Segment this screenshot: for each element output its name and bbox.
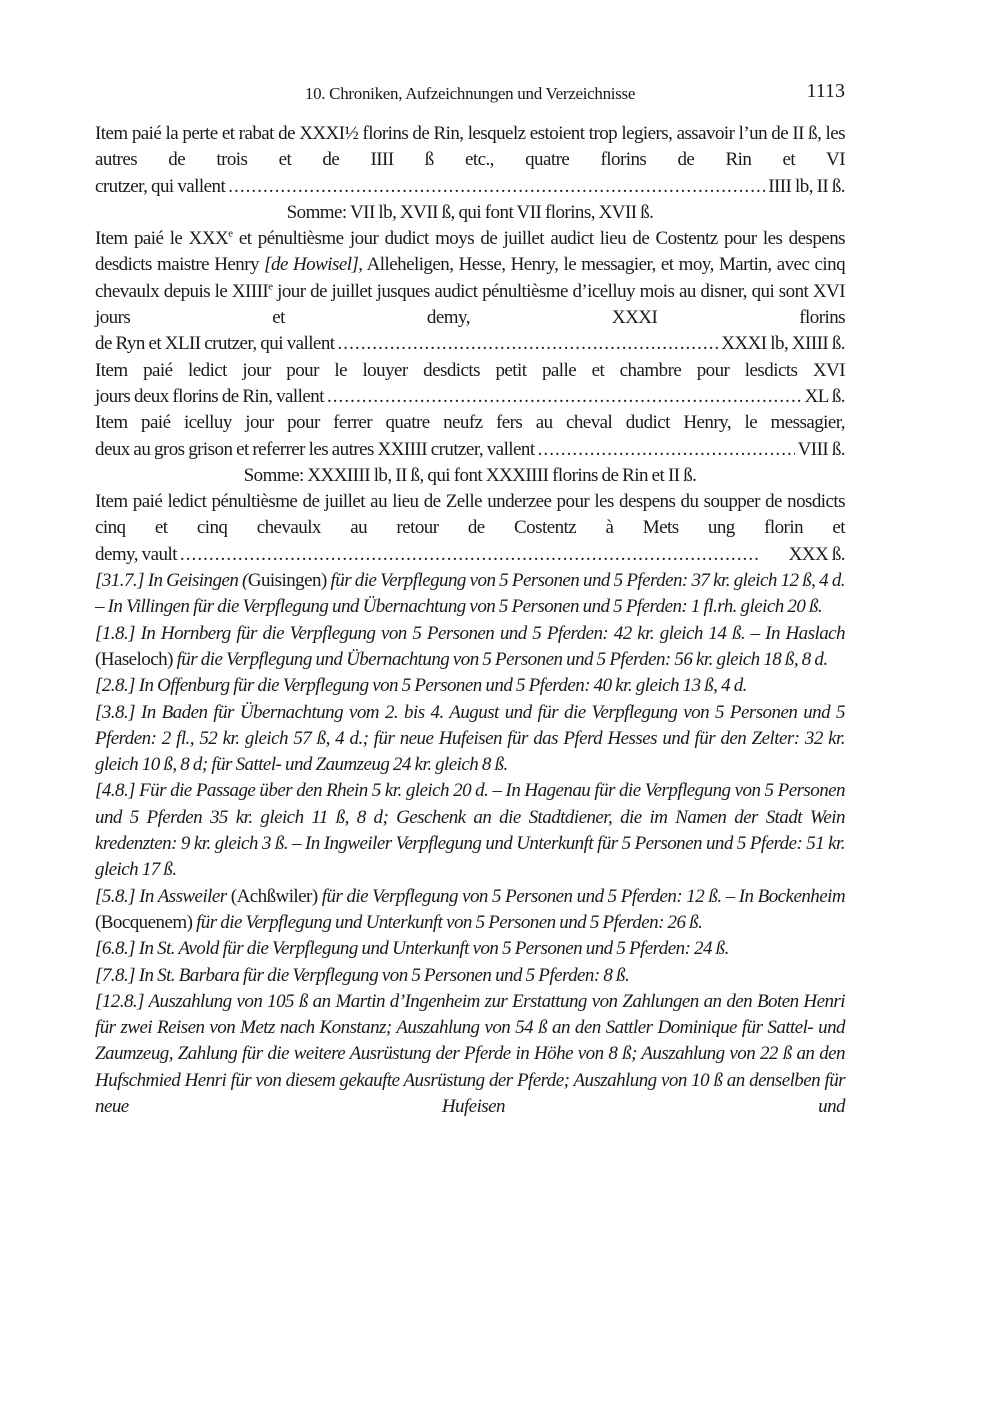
text-segment: [3.8.] In Baden für Übernachtung vom 2. bis 4. August und für die Verpflegung von 5 Personen und 5 Pferden: 2 fl., 52 kr. gleich 57 ß, 4 d.; für neue Hufeisen für das Pferd Hesses und für den Zelter: 32 kr. gleich 10 ß, 8 d; für Sattel- und Zaumzeug 24 kr. gleich 8 ß. xyxy=(95,701,845,776)
entry xyxy=(95,989,845,1120)
text-segment: (Achßwiler) xyxy=(230,885,322,907)
entry xyxy=(95,410,845,463)
text-segment: (Bocquenem) xyxy=(95,911,197,933)
entry xyxy=(95,673,845,699)
text-segment: für die Verpflegung von 5 Personen und 5 Pferden: 12 ß. – In Bockenheim xyxy=(321,885,846,907)
page-number: 1113 xyxy=(806,80,845,102)
entry-text xyxy=(95,121,845,174)
sum-line xyxy=(95,200,845,226)
text-segment: Item paié ledict jour pour le louyer desdicts petit palle et chambre pour lesdicts XVI xyxy=(95,359,845,381)
text-segment: [4.8.] Für die Passage über den Rhein 5 kr. gleich 20 d. – In Hagenau für die Verpflegung von 5 Personen und 5 Pferden 35 kr. gleich 11 ß, 8 d; Geschenk an die Stadtdiener, die im Namen der Stadt Wein kredenzten: 9 kr. gleich 3 ß. – In Ingweiler Verpflegung und Unterkunft für 5 Personen und 5 Pferde: 51 kr. gleich 17 ß. xyxy=(95,780,845,881)
text-segment: [de Howisel] xyxy=(264,254,359,276)
entry xyxy=(95,936,845,962)
leader-text: demy, vault xyxy=(95,543,177,565)
entry xyxy=(95,884,845,937)
entry-text xyxy=(95,226,845,331)
entry-text xyxy=(95,936,845,962)
text-segment: Item paié le XXX xyxy=(95,228,229,250)
entry-text xyxy=(95,700,845,779)
entry-text xyxy=(95,989,845,1120)
superscript: e xyxy=(268,280,273,293)
text-segment: , Alleheligen, Hesse, Henry, le messagier, et moy, Martin, avec cinq chevaulx depuis le XIIII xyxy=(95,254,846,302)
text-segment: für die Verpflegung und Übernachtung von 5 Personen und 5 Pferden: 56 kr. gleich 18 ß, 8 d. xyxy=(176,648,828,670)
text-segment: [5.8.] In Assweiler xyxy=(95,885,231,907)
leader-line xyxy=(95,331,845,357)
entry-text xyxy=(95,489,845,542)
entry-text xyxy=(95,358,845,384)
text-segment: Item paié icelluy jour pour ferrer quatre neufz fers au cheval dudict Henry, le messagier, xyxy=(95,412,845,434)
running-header xyxy=(95,80,845,106)
entry-text xyxy=(95,410,845,436)
text-segment: [2.8.] In Offenburg für die Verpflegung von 5 Personen und 5 Pferden: 40 kr. gleich 13 ß, 4 d. xyxy=(95,675,747,697)
entry xyxy=(95,121,845,200)
entry-text xyxy=(95,778,845,883)
sum-line xyxy=(95,463,845,489)
text-segment: Item paié ledict pénultièsme de juillet au lieu de Zelle underzee pour les despens du soupper de nosdicts cinq et cinq chevaulx au retour de Costentz à Mets ung florin et xyxy=(95,491,845,539)
dot-leader xyxy=(327,384,802,410)
entry xyxy=(95,963,845,989)
text-segment: [6.8.] In St. Avold für die Verpflegung und Unterkunft von 5 Personen und 5 Pferden: 24 ß. xyxy=(95,938,729,960)
text-segment: et pénultièsme jour dudict moys de juillet audict lieu de Costentz pour les despens desdicts maistre Henry xyxy=(95,228,845,276)
entry-text xyxy=(95,884,845,937)
leader-line xyxy=(95,174,845,200)
amount: XXXI lb, XIIII ß. xyxy=(721,333,845,355)
leader-line xyxy=(95,384,845,410)
text-segment: [1.8.] In Hornberg für die Verpflegung von 5 Personen und 5 Pferden: 42 kr. gleich 14 ß. – In Haslach xyxy=(95,622,845,644)
entry xyxy=(95,621,845,674)
amount: XXX ß. xyxy=(788,543,845,565)
amount: VIII ß. xyxy=(797,438,845,460)
text-segment: für die Verpflegung und Unterkunft von 5 Personen und 5 Pferden: 26 ß. xyxy=(196,911,703,933)
page-body xyxy=(95,121,845,1120)
leader-text: crutzer, qui vallent xyxy=(95,175,226,197)
text-segment: Somme: VII lb, XVII ß, qui font VII florins, XVII ß. xyxy=(286,201,654,223)
entry xyxy=(95,778,845,883)
entry-text xyxy=(95,673,845,699)
running-title: 10. Chroniken, Aufzeichnungen und Verzeichnisse xyxy=(304,84,636,103)
text-segment: jour de juillet jusques audict pénultièsme d’icelluy mois au disner, qui sont XVI jours et demy, XXXI florins xyxy=(95,280,845,329)
text-segment: (Haseloch) xyxy=(95,648,177,670)
entry-text xyxy=(95,963,845,989)
leader-text: deux au gros grison et referrer les autres XXIIII crutzer, vallent xyxy=(95,438,535,460)
leader-text: jours deux florins de Rin, vallent xyxy=(95,385,324,407)
entry-text xyxy=(95,621,845,674)
entry-text xyxy=(95,568,845,621)
entry xyxy=(95,700,845,779)
leader-text: de Ryn et XLII crutzer, qui vallent xyxy=(95,333,335,355)
text-segment: [31.7.] In Geisingen ( xyxy=(95,570,248,592)
entry xyxy=(95,489,845,568)
text-segment: [7.8.] In St. Barbara für die Verpflegung von 5 Personen und 5 Pferden: 8 ß. xyxy=(95,964,630,986)
entry xyxy=(95,568,845,621)
dot-leader xyxy=(228,174,765,200)
text-segment: Item paié la perte et rabat de XXXI½ florins de Rin, lesquelz estoient trop legiers, assavoir l’un de II ß, les autres de trois et de IIII ß etc., quatre florins de Rin et VI xyxy=(95,123,845,171)
superscript: e xyxy=(228,227,233,240)
entry xyxy=(95,358,845,411)
leader-line xyxy=(95,437,845,463)
text-segment: [12.8.] Auszahlung von 105 ß an Martin d’Ingenheim zur Erstattung von Zahlungen an den Boten Henri für zwei Reisen von Metz nach Konstanz; Auszahlung von 54 ß an den Sattler Dominique für Sattel- und Zaumzeug, Zahlung für die weitere Ausrüstung der Pferde in Höhe von 8 ß; Auszahlung von 22 ß an den Hufschmied Henri für von diesem gekaufte Ausrüstung der Pferde; Auszahlung von 10 ß an denselben für neue Hufeisen und xyxy=(95,990,845,1117)
dot-leader xyxy=(338,331,719,357)
text-segment: für die Verpflegung von 5 Personen und 5 Pferden: 37 kr. gleich 12 ß, 4 d. – In Villingen für die Verpflegung und Übernachtung von 5 Personen und 5 Pferden: 1 fl.rh. gleich 20 ß. xyxy=(95,570,846,618)
leader-line xyxy=(95,542,845,568)
dot-leader xyxy=(538,437,795,463)
amount: IIII lb, II ß. xyxy=(768,175,845,197)
entry-text xyxy=(95,200,845,226)
entry xyxy=(95,226,845,357)
entry-text xyxy=(95,463,845,489)
text-segment: Guisingen) xyxy=(247,570,331,592)
amount: XL ß. xyxy=(804,385,845,407)
dot-leader xyxy=(180,542,786,568)
text-segment: Somme: XXXIIII lb, II ß, qui font XXXIIII florins de Rin et II ß. xyxy=(243,464,697,486)
